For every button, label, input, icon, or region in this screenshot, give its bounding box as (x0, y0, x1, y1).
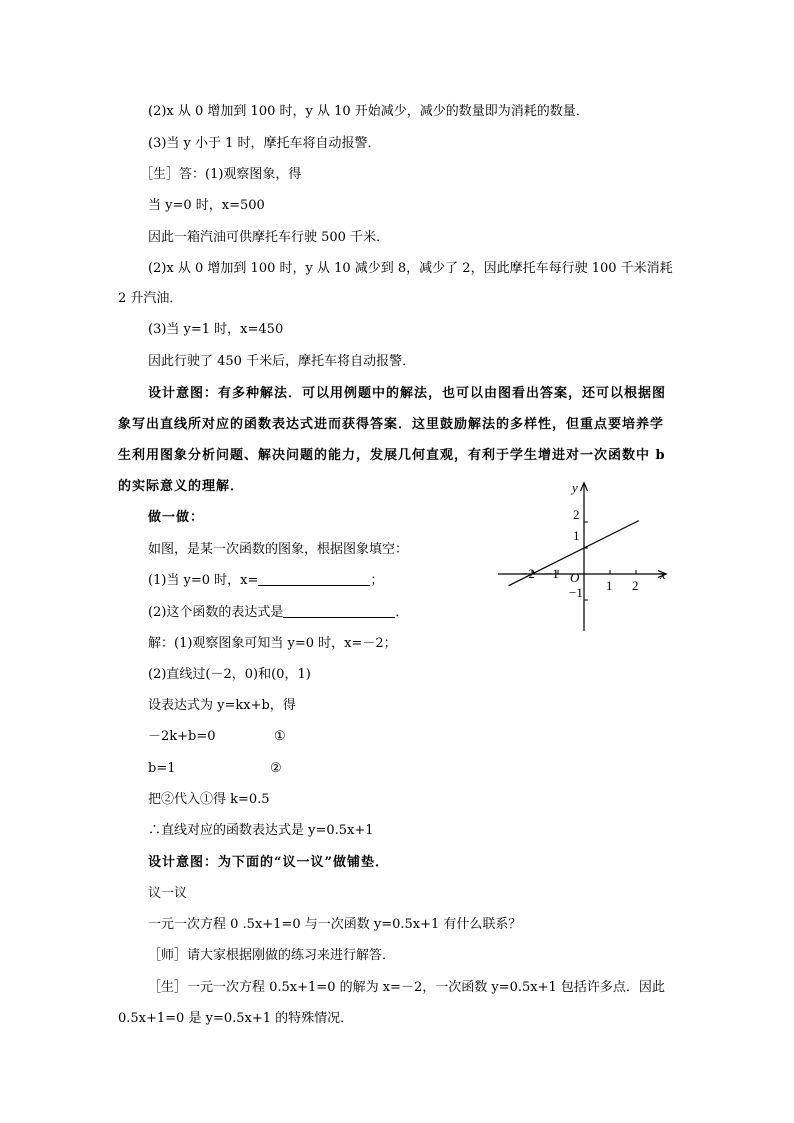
design-intent-line-2: 象写出直线所对应的函数表达式进而获得答案．这里鼓励解法的多样性，但重点要培养学 (118, 417, 665, 432)
text-line-9: 因此行驶了 450 千米后，摩托车将自动报警． (148, 354, 416, 369)
text-line-23: 把②代入①得 k=0.5 (148, 792, 270, 807)
design-intent-line-5: 设计意图：为下面的“议一议”做铺垫． (148, 855, 389, 870)
x-tick-label-neg1: −1 (545, 566, 559, 581)
text-line-6: (2)x 从 0 增加到 100 时，y 从 10 减少到 8，减少了 2，因此摩托车每行驶 100 千米消耗 (148, 261, 673, 276)
y-tick-label-1: 1 (573, 528, 580, 543)
text-line-30: 0.5x+1=0 是 y=0.5x+1 的特殊情况． (118, 1011, 354, 1026)
text-line-19: (2)直线过(－2，0)和(0，1) (148, 667, 311, 682)
origin-label: O (570, 570, 580, 585)
equation-1-marker: ① (274, 729, 286, 744)
answer-blank-1[interactable] (258, 571, 370, 586)
text-line-20: 设表达式为 y=kx+b，得 (148, 698, 296, 713)
text-line-5: 因此一箱汽油可供摩托车行驶 500 千米． (148, 230, 390, 245)
text-line-2: (3)当 y 小于 1 时，摩托车将自动报警． (148, 136, 381, 151)
equation-1: －2k+b=0 (148, 729, 216, 744)
text-line-8: (3)当 y=1 时，x=450 (148, 322, 284, 337)
x-tick-label-1: 1 (606, 578, 613, 593)
question-line-2 (148, 603, 408, 623)
question-2-text: (2)这个函数的表达式是 (148, 605, 284, 620)
design-intent-line-1: 设计意图：有多种解法．可以用例题中的解法，也可以由图看出答案，还可以根据图 (148, 386, 667, 401)
section-heading-do: 做一做： (148, 510, 205, 525)
question-1-end: ； (370, 573, 384, 588)
text-line-18: 解：(1)观察图象可知当 y=0 时，x=－2； (148, 636, 397, 651)
design-intent-line-4: 的实际意义的理解． (118, 479, 245, 494)
text-line-27: 一元一次方程 0 .5x+1=0 与一次函数 y=0.5x+1 有什么联系？ (148, 917, 522, 932)
text-line-3: ［生］答：(1)观察图象，得 (140, 167, 302, 182)
equation-2: b=1 (148, 761, 176, 776)
question-2-end: ． (395, 605, 409, 620)
text-line-4: 当 y=0 时，x=500 (148, 198, 265, 213)
linear-function-graph (495, 478, 675, 633)
design-intent-line-3: 生利用图象分析问题、解决问题的能力，发展几何直观，有利于学生增进对一次函数中 b (118, 448, 666, 463)
text-line-7: 2 升汽油． (118, 291, 183, 306)
section-heading-discuss: 议一议 (148, 886, 188, 901)
text-line-24: ∴直线对应的函数表达式是 y=0.5x+1 (148, 823, 374, 838)
y-tick-label-2: 2 (573, 507, 580, 522)
x-tick-label-2: 2 (632, 578, 639, 593)
y-axis-label: y (572, 480, 578, 495)
x-axis-label: x (660, 567, 666, 582)
text-line-29: ［生］一元一次方程 0.5x+1=0 的解为 x=－2，一次函数 y=0.5x+1 包括许多点．因此 (148, 980, 665, 995)
text-line-28: ［师］请大家根据刚做的练习来进行解答． (148, 948, 396, 963)
text-line-15: 如图，是某一次函数的图象，根据图象填空： (148, 542, 409, 557)
x-tick-label-neg2: −2 (521, 566, 535, 581)
text-line-1: (2)x 从 0 增加到 100 时，y 从 10 开始减少，减少的数量即为消耗的数量． (148, 104, 589, 119)
equation-2-marker: ② (270, 761, 282, 776)
y-tick-label-neg1: −1 (569, 585, 583, 600)
question-line-1 (148, 571, 383, 591)
answer-blank-2[interactable] (283, 603, 395, 618)
question-1-text: (1)当 y=0 时，x= (148, 573, 259, 588)
